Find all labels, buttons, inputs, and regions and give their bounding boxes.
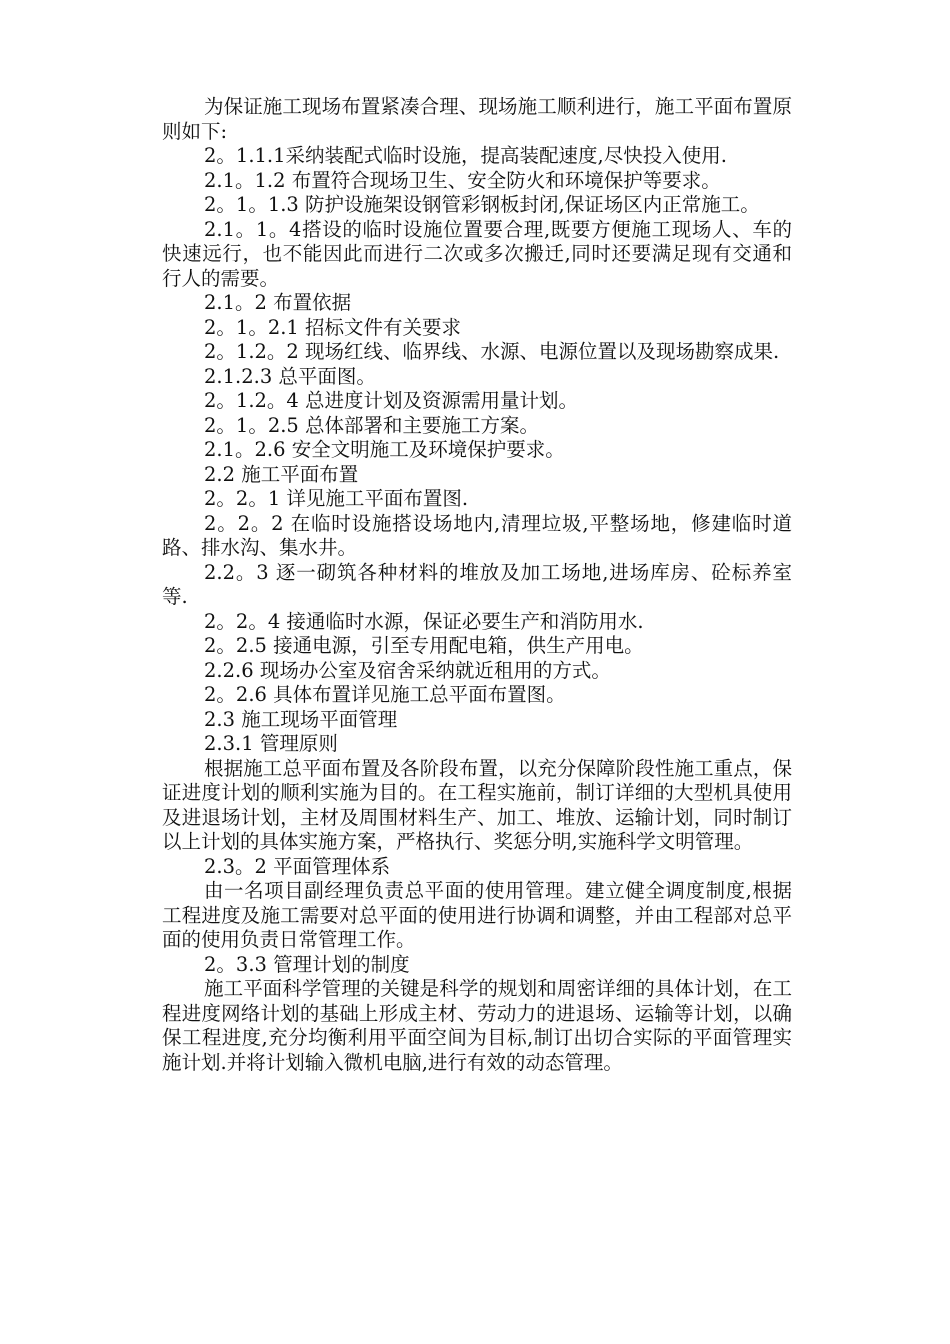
paragraph-20: 2。2.6 具体布置详见施工总平面布置图。 xyxy=(204,683,566,706)
paragraph-14: 2。2。1 详见施工平面布置图. xyxy=(204,487,469,510)
paragraph-2: 2。1.1.1采纳装配式临时设施，提高装配速度,尽快投入使用. xyxy=(204,144,727,167)
paragraph-11: 2。1。2.5 总体部署和主要施工方案。 xyxy=(204,413,540,437)
document-body xyxy=(162,95,792,1075)
paragraph-23: 根据施工总平面布置及各阶段布置，以充分保障阶段性施工重点，保证进度计划的顺利实施为目的。在工程实施前，制订详细的大型机具使用及进退场计划，主材及周围材料生产、加工、堆放、运输计划，同时制订以上计划的具体实施方案，严格执行、奖惩分明,实施科学文明管理。 xyxy=(162,756,792,853)
paragraph-15: 2。2。2 在临时设施搭设场地内,清理垃圾,平整场地，修建临时道路、排水沟、集水井。 xyxy=(162,511,792,559)
paragraph-3: 2.1。1.2 布置符合现场卫生、安全防火和环境保护等要求。 xyxy=(204,168,721,192)
paragraph-18: 2。2.5 接通电源，引至专用配电箱，供生产用电。 xyxy=(204,634,644,657)
paragraph-19: 2.2.6 现场办公室及宿舍采纳就近租用的方式。 xyxy=(204,658,611,682)
section-heading-2-3-3: 2。3.3 管理计划的制度 xyxy=(204,952,410,976)
paragraph-9: 2.1.2.3 总平面图。 xyxy=(204,364,376,388)
paragraph-1: 为保证施工现场布置紧凑合理、现场施工顺利进行，施工平面布置原则如下: xyxy=(162,95,792,143)
section-heading-2-2: 2.2 施工平面布置 xyxy=(204,462,359,486)
section-heading-2-3-2: 2.3。2 平面管理体系 xyxy=(204,854,391,878)
paragraph-27: 施工平面科学管理的关键是科学的规划和周密详细的具体计划，在工程进度网络计划的基础上形成主材、劳动力的进退场、运输等计划，以确保工程进度,充分均衡利用平面空间为目标,制订出切合实际的平面管理实施计划.并将计划输入微机电脑,进行有效的动态管理。 xyxy=(162,977,792,1074)
section-heading-2-3: 2.3 施工现场平面管理 xyxy=(204,707,398,731)
paragraph-8: 2。1.2。2 现场红线、临界线、水源、电源位置以及现场勘察成果. xyxy=(204,340,780,363)
section-heading-2-3-1: 2.3.1 管理原则 xyxy=(204,732,338,755)
paragraph-5: 2.1。1。4搭设的临时设施位置要合理,既要方便施工现场人、车的快速远行，也不能因此而进行二次或多次搬迁,同时还要满足现有交通和行人的需要。 xyxy=(162,217,792,290)
paragraph-16: 2.2。3 逐一砌筑各种材料的堆放及加工场地,进场库房、砼标养室等. xyxy=(162,560,792,608)
paragraph-25: 由一名项目副经理负责总平面的使用管理。建立健全调度制度,根据工程进度及施工需要对总平面的使用进行协调和调整，并由工程部对总平面的使用负责日常管理工作。 xyxy=(162,879,792,951)
paragraph-4: 2。1。1.3 防护设施架设钢管彩钢板封闭,保证场区内正常施工。 xyxy=(204,193,760,216)
section-heading-2-1-2: 2.1。2 布置依据 xyxy=(204,291,352,314)
paragraph-7: 2。1。2.1 招标文件有关要求 xyxy=(204,315,462,339)
paragraph-17: 2。2。4 接通临时水源，保证必要生产和消防用水. xyxy=(204,609,644,633)
paragraph-12: 2.1。2.6 安全文明施工及环境保护要求。 xyxy=(204,438,565,461)
paragraph-10: 2。1.2。4 总进度计划及资源需用量计划。 xyxy=(204,389,579,412)
